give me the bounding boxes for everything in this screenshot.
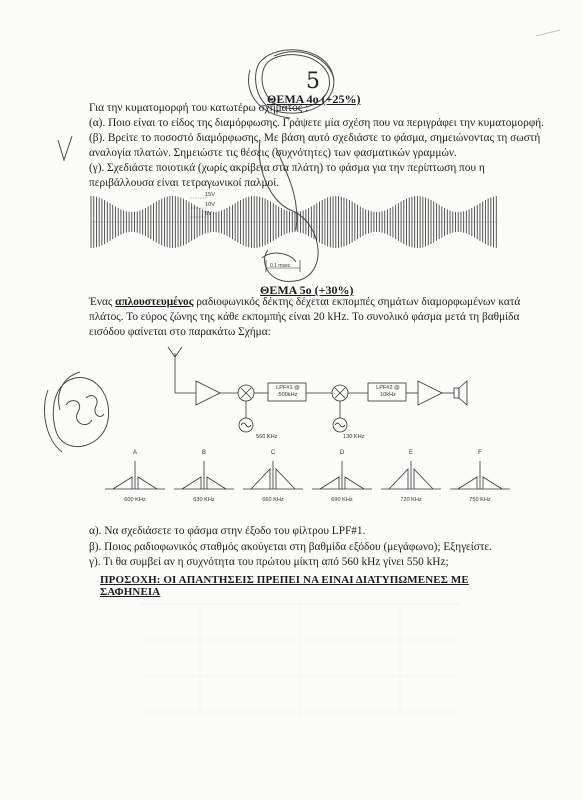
theme5-intro-post: ραδιοφωνικός δέκτης δέχεται εκπομπές σημάτων διαμορφωμένων κατά [193, 296, 521, 308]
time-label: 0.1 msec [270, 263, 291, 269]
theme5-question-c: γ). Τι θα συμβεί αν η συχνότητα του πρώτου μίκτη από 560 kHz γίνει 550 kHz; [89, 556, 449, 569]
theme4-title: ΘΕΜΑ 4ο (+25%) [267, 92, 361, 106]
oscillator-2-label: 130 KHz [343, 434, 365, 440]
lpf2-label-line2: 10kHz [380, 392, 396, 398]
theme5-question-a: α). Να σχεδιάσετε το φάσμα στην έξοδο του φίλτρου LPF#1. [89, 525, 366, 537]
theme5-intro-pre: Ένας [89, 296, 116, 308]
theme5-intro-bold: απλουστευμένος [115, 296, 194, 308]
theme4-question-b-line1: (β). Βρείτε το ποσοστό διαμόρφωσης. Με βάση αυτό σχεδιάστε το φάσμα, σημειώνοντας τη σωστή [89, 132, 541, 144]
theme4-intro: Για την κυματομορφή του κατωτέρω σχήματος : [89, 102, 309, 114]
theme5-intro-line2: πλάτος. Το εύρος ζώνης της κάθε εκπομπής είναι 20 kHz. Το συνολικό φάσμα μετά τη βαθμίδα [89, 311, 520, 323]
theme4-question-c-line1: (γ). Σχεδιάστε ποιοτικά (χωρίς ακρίβεια στα πλάτη) το φάσμα για την περίπτωση που η [89, 162, 485, 174]
station-frequency: 600 KHz [124, 497, 146, 503]
station-frequency: 690 KHz [331, 497, 353, 503]
lpf1-label-line2: 500kHz [278, 392, 298, 398]
theme5-intro-line3: εισόδου φαίνεται στο παρακάτω Σχήμα: [89, 326, 271, 338]
theme5-title: ΘΕΜΑ 5ο (+30%) [260, 283, 354, 297]
theme5-question-b: β). Ποιος ραδιοφωνικός σταθμός ακούγεται στη βαθμίδα εξόδου (μεγάφωνο); Εξηγείστε. [89, 540, 492, 553]
station-frequency: 630 KHz [193, 497, 215, 503]
station-letter: E [408, 450, 414, 456]
theme4-question-c-line2: περιβάλλουσα είναι τετραγωνικοί παλμοί. [89, 177, 280, 189]
station-frequency: 660 KHz [262, 497, 284, 503]
station-letter: A [132, 450, 138, 456]
station-frequency: 720 KHz [400, 497, 422, 503]
station-frequency: 750 KHz [469, 497, 491, 503]
theme4-question-a: (α). Ποιο είναι το είδος της διαμόρφωσης. Γράψετε μία σχέση που να περιγράφει την κυματομορφή. [89, 117, 544, 129]
station-letter: C [270, 450, 276, 456]
theme4-question-b-line2: αναλογία πλατών. Σημειώστε τις θέσεις (συχνότητες) των φασματικών γραμμών. [89, 147, 457, 159]
station-letter: D [339, 450, 345, 456]
oscillator-1-label: 560 KHz [256, 434, 278, 440]
waveform-label-15v: 15V [205, 192, 215, 198]
waveform-label-10v: 10V [205, 202, 215, 208]
lpf2-label-line1: LPF#2 @ [376, 385, 400, 391]
waveform-label-5v: 5V [205, 211, 212, 217]
station-letter: B [201, 450, 207, 456]
handwritten-grade: 5 [306, 69, 320, 94]
station-letter: F [478, 450, 482, 456]
lpf1-label-line1: LPF#1 @ [276, 385, 300, 391]
warning-note: ΠΡΟΣΟΧΗ: ΟΙ ΑΠΑΝΤΗΣΕΙΣ ΠΡΕΠΕΙ ΝΑ ΕΙΝΑΙ ΔΙΑΤΥΠΩΜΕΝΕΣ ΜΕ ΣΑΦΗΝΕΙΑ [100, 574, 469, 598]
